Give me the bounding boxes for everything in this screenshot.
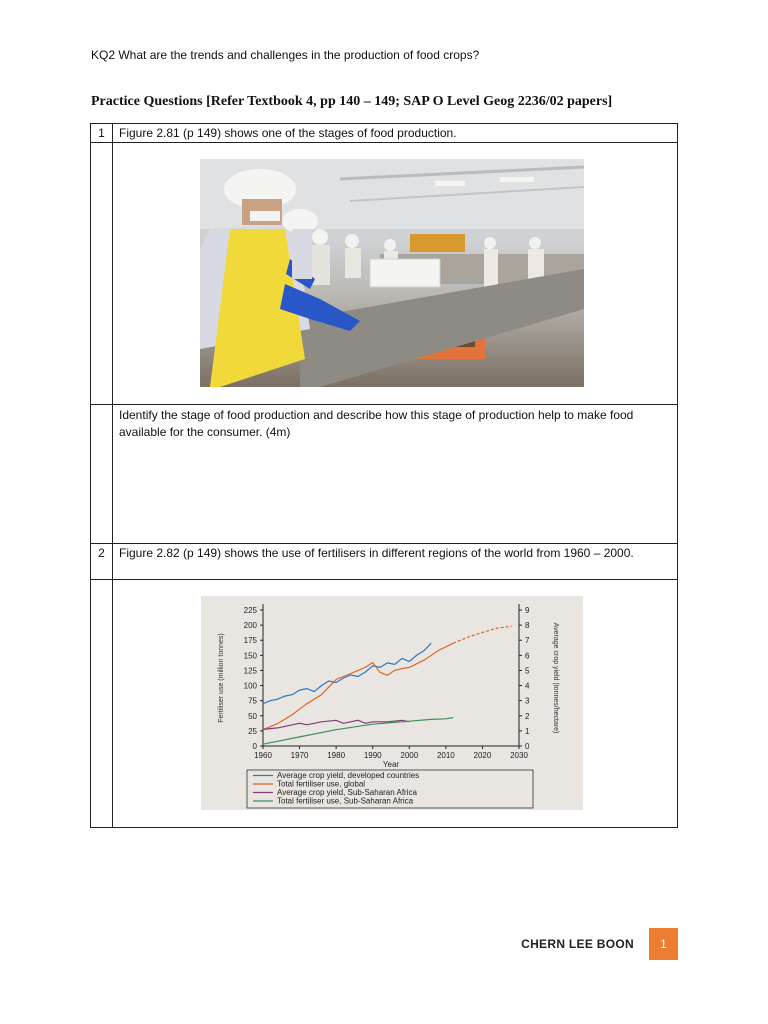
series-line-4 xyxy=(263,718,453,745)
x-axis-title: Year xyxy=(382,760,400,769)
legend-label-3: Average crop yield, Sub-Saharan Africa xyxy=(277,788,417,797)
fertiliser-chart xyxy=(201,596,583,810)
x-tick-label: 2010 xyxy=(436,751,455,760)
y-left-tick-label: 50 xyxy=(248,711,257,721)
q1-task-text: Identify the stage of food production and describe how this stage of production help to make food available for the consumer. (4m) xyxy=(113,405,678,544)
q1-figure-row xyxy=(91,143,678,405)
author-name: CHERN LEE BOON xyxy=(521,937,634,951)
series-line-3 xyxy=(263,720,409,729)
food-processing-photo xyxy=(200,159,584,387)
q1-task-row xyxy=(91,405,678,544)
q2-figure-row xyxy=(91,580,678,828)
fertiliser-chart-svg xyxy=(201,596,583,810)
q2-intro-text: Figure 2.82 (p 149) shows the use of fertilisers in different regions of the world from 1960 – 2000. xyxy=(113,544,678,580)
legend-label-1: Average crop yield, developed countries xyxy=(277,771,420,780)
series-line-2-projection xyxy=(453,626,512,643)
y-left-tick-label: 225 xyxy=(243,606,257,615)
practice-questions-heading: Practice Questions [Refer Textbook 4, pp 140 – 149; SAP O Level Geog 2236/02 papers] xyxy=(91,94,613,109)
y-left-tick-label: 75 xyxy=(248,696,257,706)
y-left-tick-label: 175 xyxy=(243,636,257,646)
series-line-2 xyxy=(263,643,453,730)
y-right-tick-label: 0 xyxy=(525,742,530,751)
y-right-tick-label: 1 xyxy=(525,726,530,736)
x-tick-label: 2030 xyxy=(510,751,528,760)
y-right-tick-label: 2 xyxy=(525,711,530,721)
q2-intro-row xyxy=(91,544,678,580)
y-right-axis-title: Average crop yield (tonnes/hectare) xyxy=(552,622,559,734)
y-left-tick-label: 25 xyxy=(248,726,257,736)
y-right-tick-label: 5 xyxy=(525,666,530,676)
figure-2-82-cell xyxy=(113,580,678,828)
x-tick-label: 2020 xyxy=(473,751,492,760)
x-tick-label: 1970 xyxy=(290,751,309,760)
y-left-tick-label: 200 xyxy=(243,621,257,631)
x-tick-label: 1990 xyxy=(363,751,382,760)
x-tick-label: 2000 xyxy=(400,751,419,760)
x-tick-label: 1960 xyxy=(254,751,272,760)
y-right-tick-label: 9 xyxy=(525,606,530,615)
figure-2-81-cell xyxy=(113,143,678,405)
series-line-1 xyxy=(263,643,431,704)
y-right-tick-label: 7 xyxy=(525,636,530,646)
key-question-heading: KQ2 What are the trends and challenges in the production of food crops? xyxy=(91,48,480,62)
questions-table xyxy=(90,123,678,828)
y-left-tick-label: 125 xyxy=(243,666,257,676)
y-left-tick-label: 100 xyxy=(243,681,257,691)
legend-label-2: Total fertiliser use, global xyxy=(277,779,366,789)
q1-intro-row xyxy=(91,124,678,143)
y-left-axis-title: Fertiliser use (million tonnes) xyxy=(218,633,225,723)
y-right-tick-label: 8 xyxy=(525,621,530,631)
y-right-tick-label: 6 xyxy=(525,651,530,661)
page-number: 1 xyxy=(649,928,678,960)
y-left-tick-label: 0 xyxy=(252,742,257,751)
legend-label-4: Total fertiliser use, Sub-Saharan Africa xyxy=(277,796,414,806)
x-tick-label: 1980 xyxy=(327,751,346,760)
y-right-tick-label: 4 xyxy=(525,681,530,691)
y-right-tick-label: 3 xyxy=(525,696,530,706)
question-number: 2 xyxy=(91,544,113,580)
q1-intro-text: Figure 2.81 (p 149) shows one of the stages of food production. xyxy=(113,124,678,143)
y-left-tick-label: 150 xyxy=(243,651,257,661)
question-number: 1 xyxy=(91,124,113,143)
